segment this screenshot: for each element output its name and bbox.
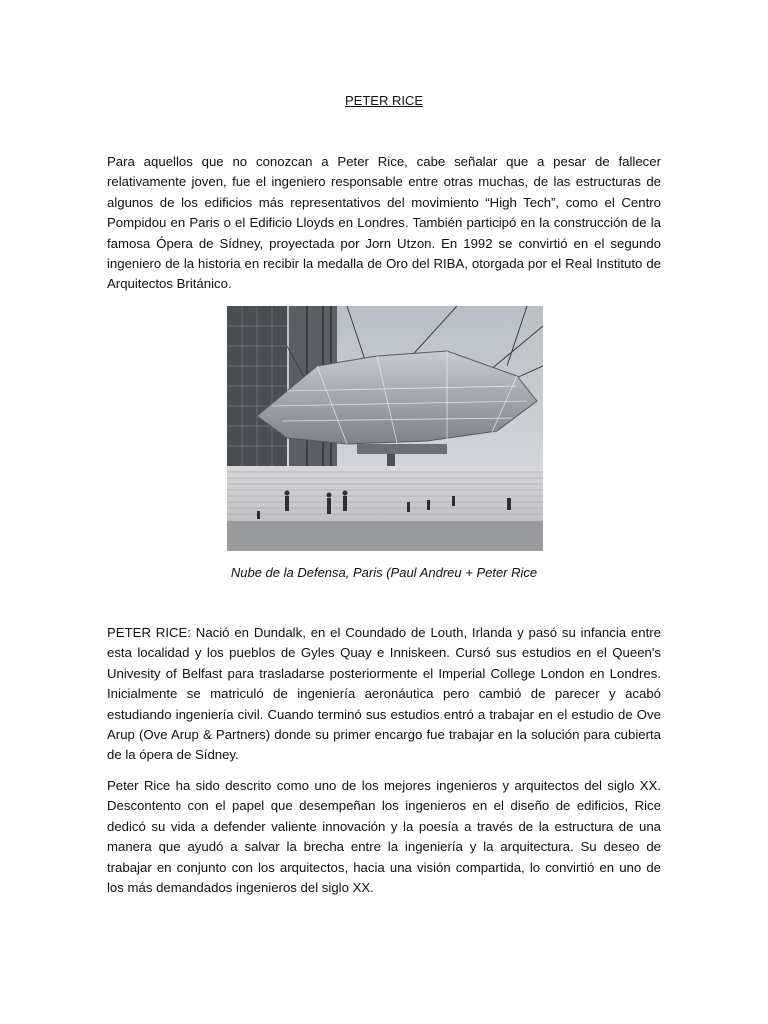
closing-paragraph: Peter Rice ha sido descrito como uno de los mejores ingenieros y arquitectos del siglo XX. Descontento con el papel que desempeñan los ingenieros en el diseño de edificios, Rice dedicó su vida a defender valiente innovación y la poesía a través de la estructura de una manera que ayudó a salvar la brecha entre la ingeniería y la arquitectura. Su deseo de trabajar en conjunto con los arquitectos, hacia una visión compartida, lo convirtió en uno de los más demandados ingenieros del siglo XX. [107, 778, 661, 896]
intro-paragraph: Para aquellos que no conozcan a Peter Rice, cabe señalar que a pesar de fallecer relativamente joven, fue el ingeniero responsable entre otras muchas, de las estructuras de algunos de los edificios más representativos del movimiento “High Tech”, como el Centro Pompidou en Paris o el Edificio Lloyds en Londres. También participó en la construcción de la famosa Ópera de Sídney, proyectada por Jorn Utzon. En 1992 se convirtió en el segundo ingeniero de la historia en recibir la medalla de Oro del RIBA, otorgada por el Real Instituto de Arquitectos Británico. [107, 154, 661, 292]
biography-lead: PETER RICE: [107, 625, 191, 640]
biography-text: Nació en Dundalk, en el Coundado de Louth, Irlanda y pasó su infancia entre esta localidad y los pueblos de Gyles Quay e Inniskeen. Cursó sus estudios en el Queen's Univesity of Belfast para trasladarse posteriormente el Imperial College London en Londres. Inicialmente se matriculó de ingeniería aeronáutica pero cambió de parecer y acabó estudiando ingeniería civil. Cuando terminó sus estudios entró a trabajar en el estudio de Ove Arup (Ove Arup & Partners) donde su primer encargo fue trabajar en la solución para cubierta de la ópera de Sídney. [107, 625, 661, 763]
biography-paragraph [107, 623, 661, 766]
figure-caption: Nube de la Defensa, Paris (Paul Andreu + Peter Rice [230, 565, 538, 580]
la-defense-cloud-photo [227, 306, 543, 551]
document-title: PETER RICE [344, 93, 423, 108]
